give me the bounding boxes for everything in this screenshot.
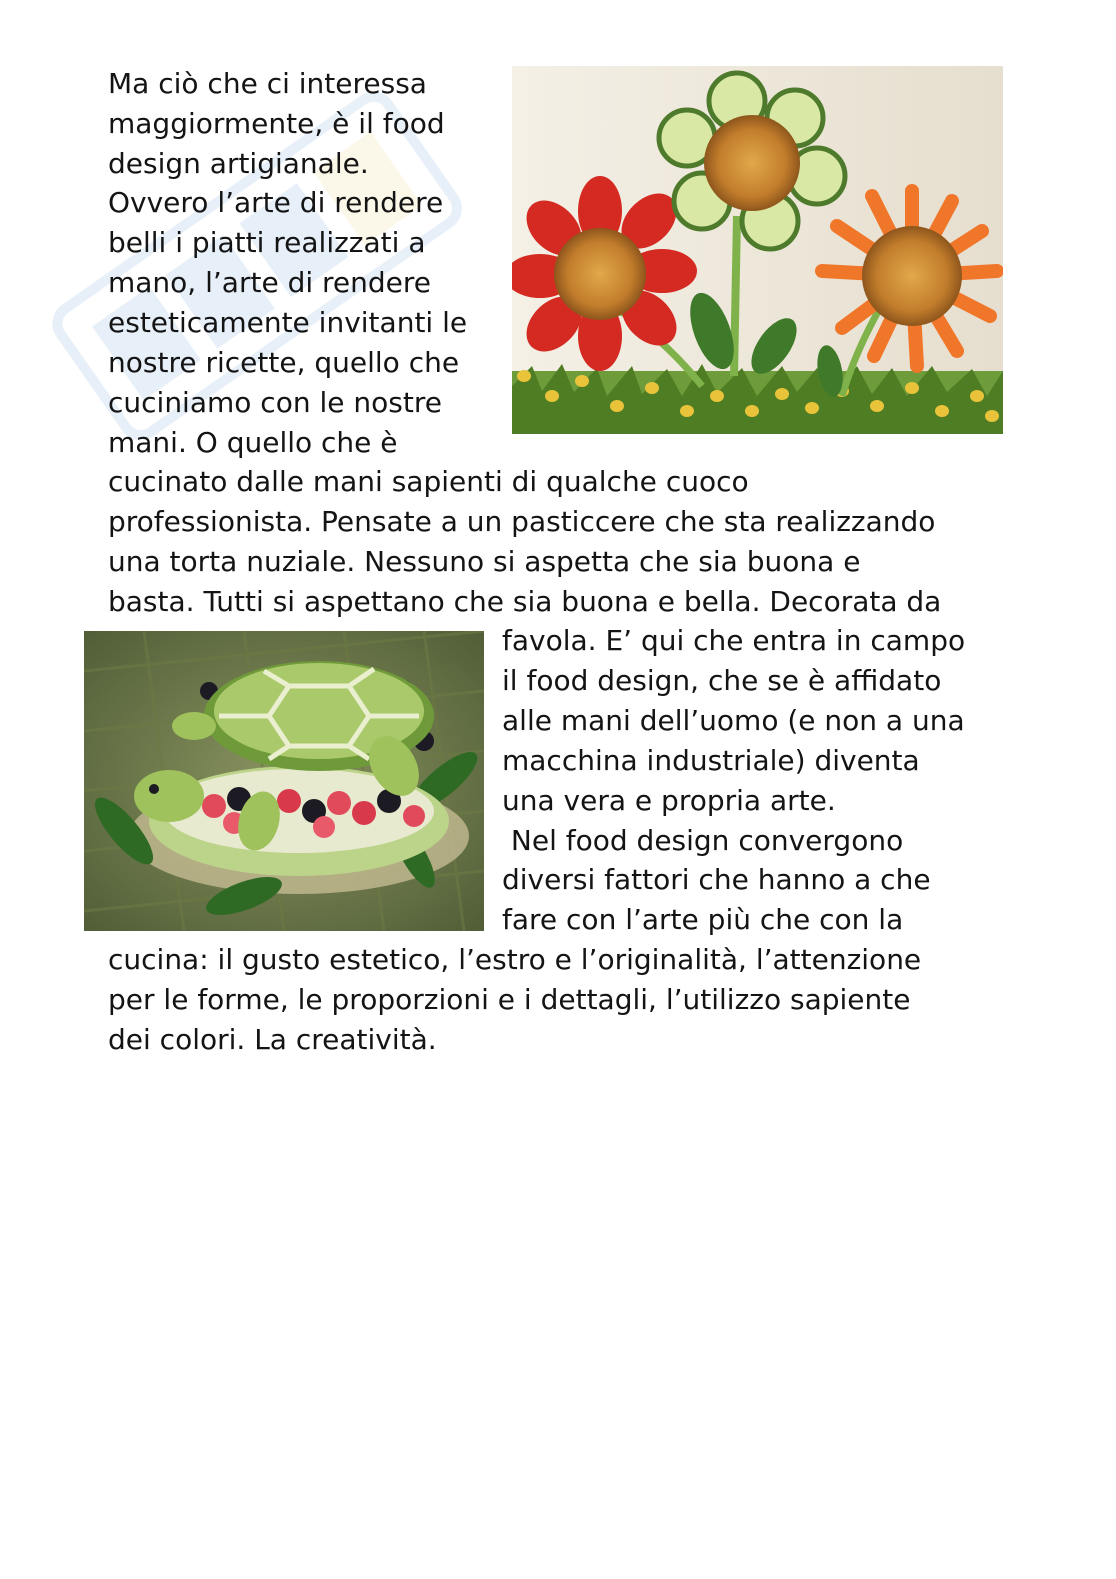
text-line: nostre ricette, quello che (108, 346, 460, 379)
text-line: Nel food design convergono (502, 824, 904, 857)
vegetable-flowers-photo (512, 66, 1003, 434)
text-line: il food design, che se è affidato (502, 664, 942, 697)
watermelon-turtle-photo (84, 631, 484, 931)
text-line: belli i piatti realizzati a (108, 226, 426, 259)
text-line: professionista. Pensate a un pasticcere che sta realizzando (108, 505, 936, 538)
text-line: esteticamente invitanti le (108, 306, 468, 339)
text-line: una torta nuziale. Nessuno si aspetta che sia buona e (108, 545, 861, 578)
text-line: basta. Tutti si aspettano che sia buona e bella. Decorata da (108, 585, 942, 618)
text-line: diversi fattori che hanno a che (502, 863, 931, 896)
text-line: favola. E’ qui che entra in campo (502, 624, 966, 657)
text-line: design artigianale. (108, 147, 369, 180)
text-line: una vera e propria arte. (502, 784, 836, 817)
text-line: Ma ciò che ci interessa (108, 67, 427, 100)
text-line: cuciniamo con le nostre (108, 386, 442, 419)
text-line: macchina industriale) diventa (502, 744, 920, 777)
text-line: maggiormente, è il food (108, 107, 445, 140)
text-line: alle mani dell’uomo (e non a una (502, 704, 965, 737)
text-line: mani. O quello che è (108, 426, 398, 459)
text-line: dei colori. La creatività. (108, 1023, 437, 1056)
text-line: per le forme, le proporzioni e i dettagli, l’utilizzo sapiente (108, 983, 911, 1016)
text-line: mano, l’arte di rendere (108, 266, 432, 299)
text-line: cucinato dalle mani sapienti di qualche cuoco (108, 465, 749, 498)
text-line: Ovvero l’arte di rendere (108, 186, 444, 219)
text-line: cucina: il gusto estetico, l’estro e l’originalità, l’attenzione (108, 943, 922, 976)
text-line: fare con l’arte più che con la (502, 903, 904, 936)
